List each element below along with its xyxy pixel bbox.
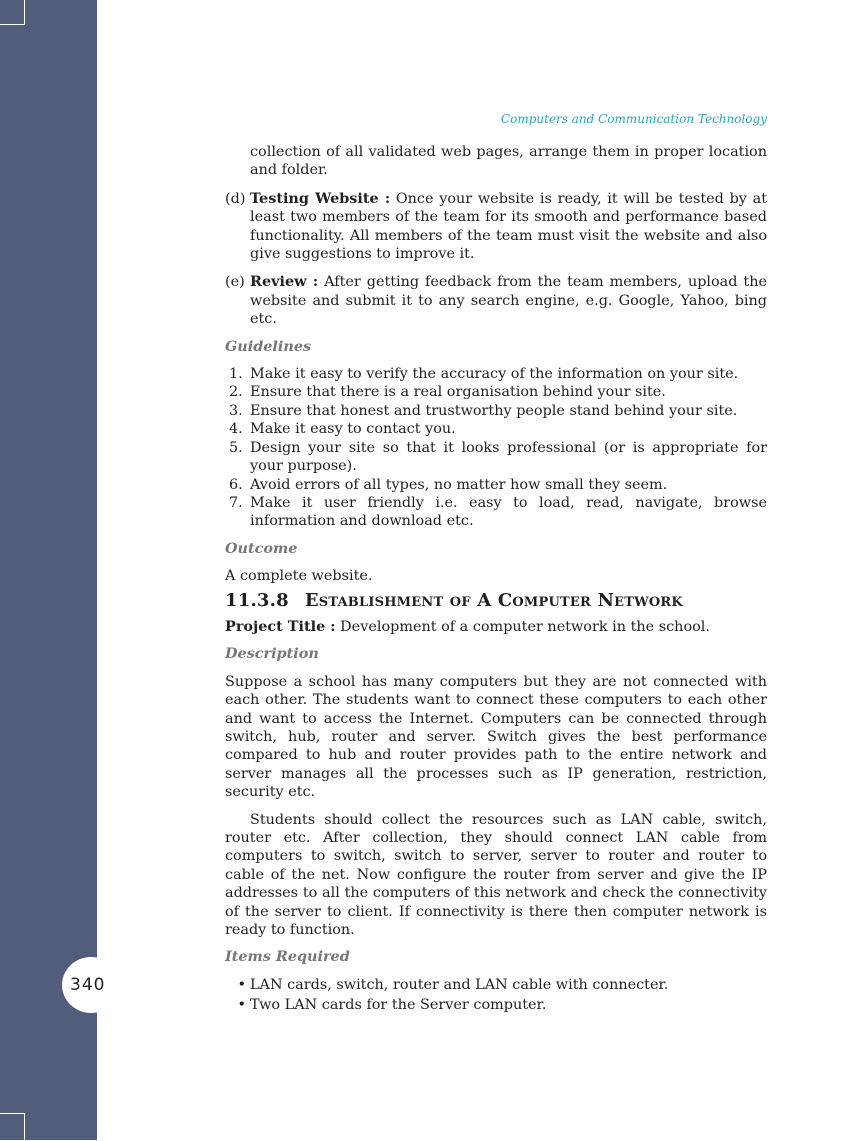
step-body: Once your website is ready, it will be tested by at least two members of the team for its smooth and performance based functionality. All members of the team must visit the website and also give suggestions to improve it.: [250, 190, 767, 263]
list-text: Avoid errors of all types, no matter how small they seem.: [250, 476, 668, 493]
items-heading: Items Required: [225, 948, 350, 966]
outcome-heading: Outcome: [225, 539, 298, 557]
outcome-text: A complete website.: [225, 568, 373, 585]
items-list: [225, 976, 767, 1015]
list-item: [225, 996, 767, 1014]
step-term: Review :: [250, 273, 319, 291]
list-marker: 5.: [229, 439, 243, 456]
list-item: [225, 439, 767, 476]
crop-mark-top: [0, 0, 25, 25]
crop-mark-bottom: [0, 1113, 25, 1141]
list-item: [225, 976, 767, 994]
list-text: Make it user friendly i.e. easy to load, read, navigate, browse information and download etc.: [250, 494, 767, 530]
list-item: [225, 420, 767, 438]
list-marker: 3.: [229, 402, 243, 419]
list-item: [225, 402, 767, 420]
page-content: [225, 143, 767, 1017]
project-title-text: Development of a computer network in the school.: [335, 618, 710, 635]
guidelines-list: [225, 365, 767, 531]
step-text: [250, 190, 767, 264]
list-marker: 4.: [229, 421, 243, 438]
list-text: Make it easy to verify the accuracy of the information on your site.: [250, 366, 739, 383]
page-number: 340: [62, 957, 120, 1013]
list-text: LAN cards, switch, router and LAN cable with connecter.: [250, 976, 669, 993]
section-number: 11.3.8: [225, 589, 289, 611]
list-text: Ensure that there is a real organisation behind your site.: [250, 384, 666, 401]
list-marker: 2.: [229, 384, 243, 401]
list-text: Design your site so that it looks professional (or is appropriate for your purpose).: [250, 439, 767, 475]
step-term: Testing Website :: [250, 189, 391, 207]
section-title: Establishment of A Computer Network: [304, 589, 683, 611]
bullet-marker: •: [237, 976, 246, 993]
section-heading: [225, 589, 767, 611]
list-text: Make it easy to contact you.: [250, 421, 456, 438]
step-marker: (e): [225, 274, 245, 291]
list-text: Two LAN cards for the Server computer.: [250, 997, 547, 1014]
list-marker: 6.: [229, 476, 243, 493]
step-text: [250, 273, 767, 328]
bullet-marker: •: [237, 997, 246, 1014]
step-item: [225, 273, 767, 328]
description-heading: Description: [225, 645, 319, 663]
project-title-label: Project Title :: [225, 617, 336, 635]
list-item: [225, 494, 767, 531]
step-item: [225, 190, 767, 264]
project-title: [225, 618, 767, 636]
running-head: Computers and Communication Technology: [500, 112, 767, 126]
list-item: [225, 365, 767, 383]
list-item: [225, 383, 767, 401]
description-paragraph: Students should collect the resources such as LAN cable, switch, router etc. After collection, they should connect LAN cable from computers to switch, switch to server, server to router and router to cable of the net. Now configure the router from server and give the IP addresses to all the computers of this network and check the connectivity of the server to client. If connectivity is there then computer network is ready to function.: [225, 811, 767, 939]
continuation-text: collection of all validated web pages, arrange them in proper location and folder.: [250, 144, 767, 179]
list-marker: 7.: [229, 494, 243, 511]
description-paragraph: Suppose a school has many computers but they are not connected with each other. The students want to connect these computers to each other and want to access the Internet. Computers can be connected through switch, hub, router and server. Switch gives the best performance compared to hub and router provides path to the entire network and server manages all the processes such as IP generation, restriction, security etc.: [225, 673, 767, 801]
step-body: After getting feedback from the team members, upload the website and submit it to any search engine, e.g. Google, Yahoo, bing etc.: [250, 274, 767, 328]
list-marker: 1.: [229, 366, 243, 383]
guidelines-heading: Guidelines: [225, 337, 312, 355]
list-text: Ensure that honest and trustworthy people stand behind your site.: [250, 402, 738, 419]
list-item: [225, 476, 767, 494]
step-marker: (d): [225, 190, 246, 207]
